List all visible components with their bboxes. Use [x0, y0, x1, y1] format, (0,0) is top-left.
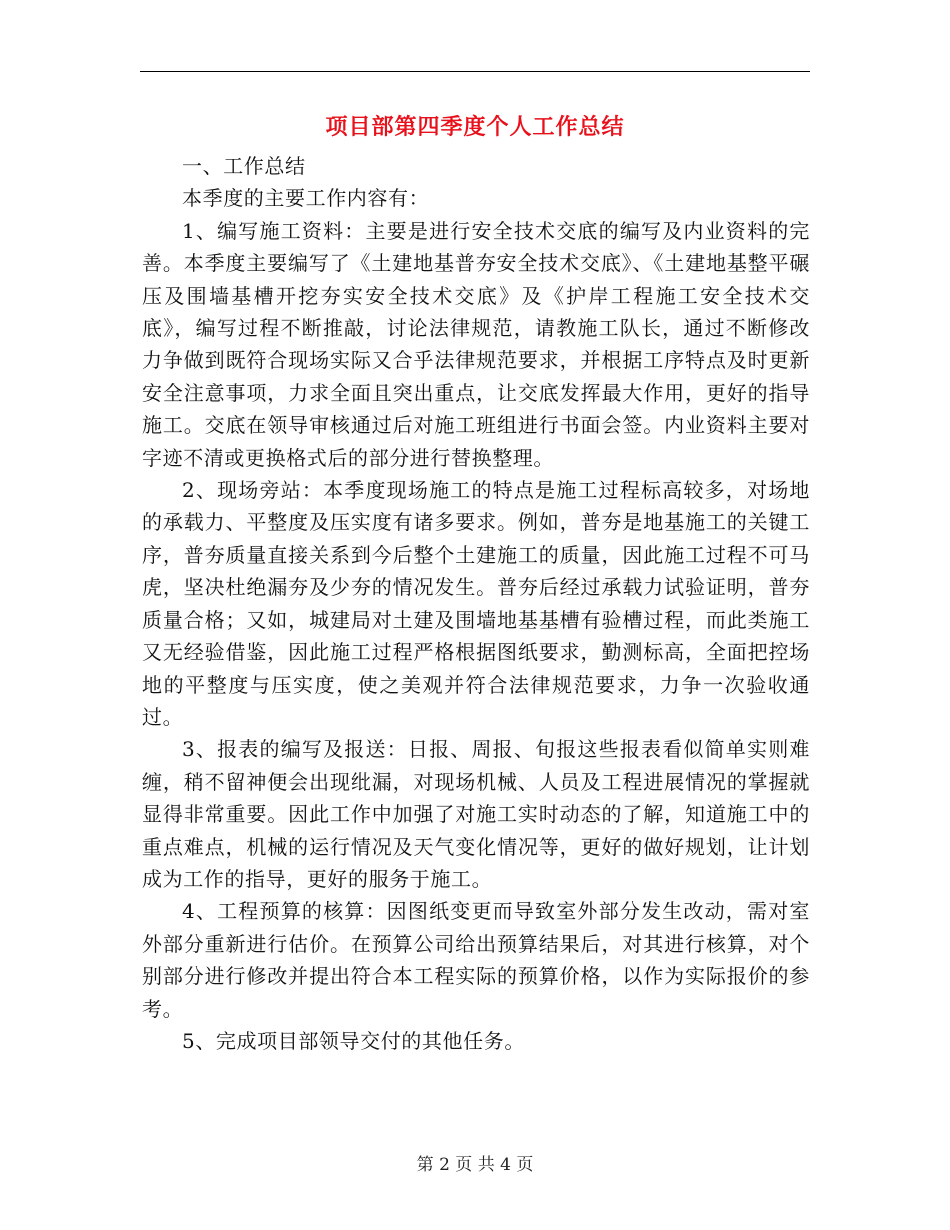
paragraph-item-3: 3、报表的编写及报送：日报、周报、旬报这些报表看似简单实则难缠，稍不留神便会出现纰漏，对现场机械、人员及工程进展情况的掌握就显得非常重要。因此工作中加强了对施工实时动态的了解，知道施工中的重点难点，机械的运行情况及天气变化情况等，更好的做好规划，让计划成为工作的指导，更好的服务于施工。: [142, 737, 810, 891]
page-footer: 第 2 页 共 4 页: [416, 1155, 534, 1175]
paragraph-item-1: 1、编写施工资料：主要是进行安全技术交底的编写及内业资料的完善。本季度主要编写了《土建地基普夯安全技术交底》、《土建地基整平碾压及围墙基槽开挖夯实安全技术交底》及《护岸工程施工安全技术交底》，编写过程不断推敲，讨论法律规范，请教施工队长，通过不断修改力争做到既符合现场实际又合乎法律规范要求，并根据工序特点及时更新安全注意事项，力求全面且突出重点，让交底发挥最大作用，更好的指导施工。交底在领导审核通过后对施工班组进行书面会签。内业资料主要对字迹不清或更换格式后的部分进行替换整理。: [142, 218, 810, 470]
paragraph-item-2: 2、现场旁站：本季度现场施工的特点是施工过程标高较多，对场地的承载力、平整度及压实度有诸多要求。例如，普夯是地基施工的关键工序，普夯质量直接关系到今后整个土建施工的质量，因此施工过程不可马虎，坚决杜绝漏夯及少夯的情况发生。普夯后经过承载力试验证明，普夯质量合格；又如，城建局对土建及围墙地基基槽有验槽过程，而此类施工又无经验借鉴，因此施工过程严格根据图纸要求，勤测标高，全面把控场地的平整度与压实度，使之美观并符合法律规范要求，力争一次验收通过。: [142, 478, 810, 729]
header-rule: [140, 71, 810, 72]
intro-line: 本季度的主要工作内容有：: [182, 186, 430, 211]
page-title: 项目部第四季度个人工作总结: [325, 114, 625, 140]
section-heading: 一、工作总结: [182, 154, 306, 178]
paragraph-item-4: 4、工程预算的核算：因图纸变更而导致室外部分发生改动，需对室外部分重新进行估价。在预算公司给出预算结果后，对其进行核算，对个别部分进行修改并提出符合本工程实际的预算价格，以作为实际报价的参考。: [142, 899, 810, 1021]
document-body: [142, 150, 810, 1057]
paragraph-item-5: 5、完成项目部领导交付的其他任务。: [182, 1028, 525, 1053]
